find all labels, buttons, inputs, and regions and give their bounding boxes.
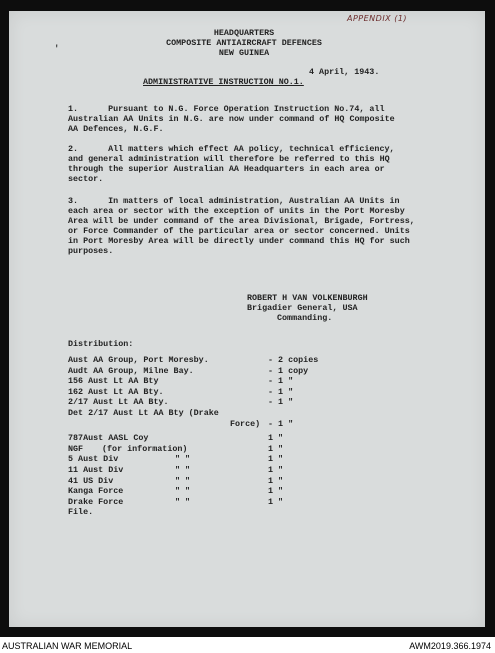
- recipient-note: " ": [175, 475, 191, 486]
- recipient: File.: [68, 507, 94, 518]
- copy-count: 1 ": [268, 443, 284, 454]
- recipient: 162 Aust Lt AA Bty.: [68, 386, 164, 397]
- recipient: 156 Aust Lt AA Bty: [68, 376, 159, 387]
- document-page: [9, 11, 485, 627]
- recipient-note: " ": [175, 454, 191, 465]
- document-date: 4 April, 1943.: [309, 67, 380, 77]
- distribution-row: [68, 486, 358, 497]
- copy-count: 1 ": [268, 433, 284, 444]
- recipient-note: " ": [175, 464, 191, 475]
- distribution-row: [68, 433, 358, 444]
- distribution-row: [68, 476, 358, 487]
- pen-mark: ': [54, 44, 60, 54]
- header-line-1: HEADQUARTERS: [213, 28, 275, 38]
- recipient: 2/17 Aust Lt AA Bty.: [68, 397, 169, 408]
- distribution-row: [68, 419, 358, 430]
- handwritten-annotation: APPENDIX (1): [347, 14, 408, 23]
- paragraph-1: [68, 104, 478, 134]
- copy-count: 1 ": [268, 454, 284, 465]
- recipient: 5 Aust Div: [68, 454, 119, 465]
- copy-count: 1 ": [268, 486, 284, 497]
- copy-count: - 2 copies: [268, 355, 319, 365]
- paragraph-number: 1.: [68, 104, 79, 114]
- recipient-note: " ": [175, 496, 191, 507]
- recipient: 787Aust AASL Coy: [68, 433, 149, 444]
- distribution-row: [68, 507, 358, 518]
- paragraph-line: and general administration will therefore be referred to this HQ: [68, 154, 390, 164]
- copy-count: - 1 ": [268, 386, 294, 397]
- copy-count: - 1 ": [268, 418, 294, 429]
- paragraph-2: [68, 144, 478, 184]
- distribution-title: Distribution:: [68, 339, 134, 349]
- distribution-row: [68, 497, 358, 508]
- recipient-note: " ": [175, 486, 191, 497]
- copy-count: - 1 ": [268, 397, 294, 408]
- paragraph-line: through the superior Australian AA Headquarters in each area or: [68, 164, 385, 174]
- recipient: Aust AA Group, Port Moresby.: [68, 355, 209, 365]
- paragraph-line: 2. All matters which effect AA policy, technical efficiency,: [68, 144, 395, 154]
- recipient-note: Force): [230, 418, 261, 429]
- recipient: Drake Force: [68, 496, 124, 507]
- distribution-row: [68, 444, 358, 455]
- footer-accession-number: AWM2019.366.1974: [409, 641, 491, 651]
- signature-rank: Brigadier General, USA: [247, 303, 358, 313]
- paragraph-line: 1. Pursuant to N.G. Force Operation Instruction No.74, all: [68, 104, 385, 114]
- paragraph-number: 3.: [68, 196, 79, 206]
- paragraph-line: sector.: [68, 174, 104, 184]
- paragraph-line: AA Defences, N.G.F.: [68, 124, 164, 134]
- signature-name: ROBERT H VAN VOLKENBURGH: [247, 293, 368, 303]
- recipient: 11 Aust Div: [68, 464, 124, 475]
- distribution-row: [68, 387, 358, 398]
- recipient-note: (for information): [102, 443, 188, 454]
- distribution-row: [68, 366, 358, 377]
- copy-count: - 1 copy: [268, 365, 309, 376]
- copy-count: - 1 ": [268, 376, 294, 387]
- distribution-row: [68, 397, 358, 408]
- paragraph-line: Area will be under command of the area Divisional, Brigade, Fortress,: [68, 216, 415, 226]
- copy-count: 1 ": [268, 475, 284, 486]
- distribution-row: [68, 454, 358, 465]
- paragraph-3: [68, 196, 478, 256]
- typed-document: [9, 11, 485, 627]
- copy-count: 1 ": [268, 496, 284, 507]
- signature-role: Commanding.: [277, 313, 333, 323]
- signature-block: [247, 293, 368, 323]
- distribution-list: [68, 355, 358, 518]
- recipient: Kanga Force: [68, 486, 124, 497]
- paragraph-line: in Port Moresby Area will be directly under command this HQ for such: [68, 236, 410, 246]
- paragraph-line: or Force Commander of the particular area or sector concerned. Units: [68, 226, 410, 236]
- paragraph-line: each area or sector with the exception of units in the Port Moresby: [68, 206, 405, 216]
- distribution-row: [68, 376, 358, 387]
- header-line-3: NEW GUINEA: [218, 48, 270, 58]
- paragraph-line: purposes.: [68, 246, 114, 256]
- copy-count: 1 ": [268, 464, 284, 475]
- paragraph-number: 2.: [68, 144, 79, 154]
- document-title: ADMINISTRATIVE INSTRUCTION NO.1.: [143, 77, 304, 87]
- recipient: NGF: [68, 443, 84, 454]
- distribution-row: [68, 408, 358, 419]
- distribution-row: [68, 465, 358, 476]
- paragraph-line: Australian AA Units in N.G. are now under command of HQ Composite: [68, 114, 395, 124]
- footer-institution: AUSTRALIAN WAR MEMORIAL: [2, 641, 133, 651]
- recipient: Det 2/17 Aust Lt AA Bty (Drake: [68, 407, 219, 418]
- recipient: Audt AA Group, Milne Bay.: [68, 365, 194, 376]
- recipient: 41 US Div: [68, 475, 114, 486]
- paragraph-line: 3. In matters of local administration, Australian AA Units in: [68, 196, 400, 206]
- header-line-2: COMPOSITE ANTIAIRCRAFT DEFENCES: [166, 38, 322, 48]
- distribution-row: [68, 355, 358, 366]
